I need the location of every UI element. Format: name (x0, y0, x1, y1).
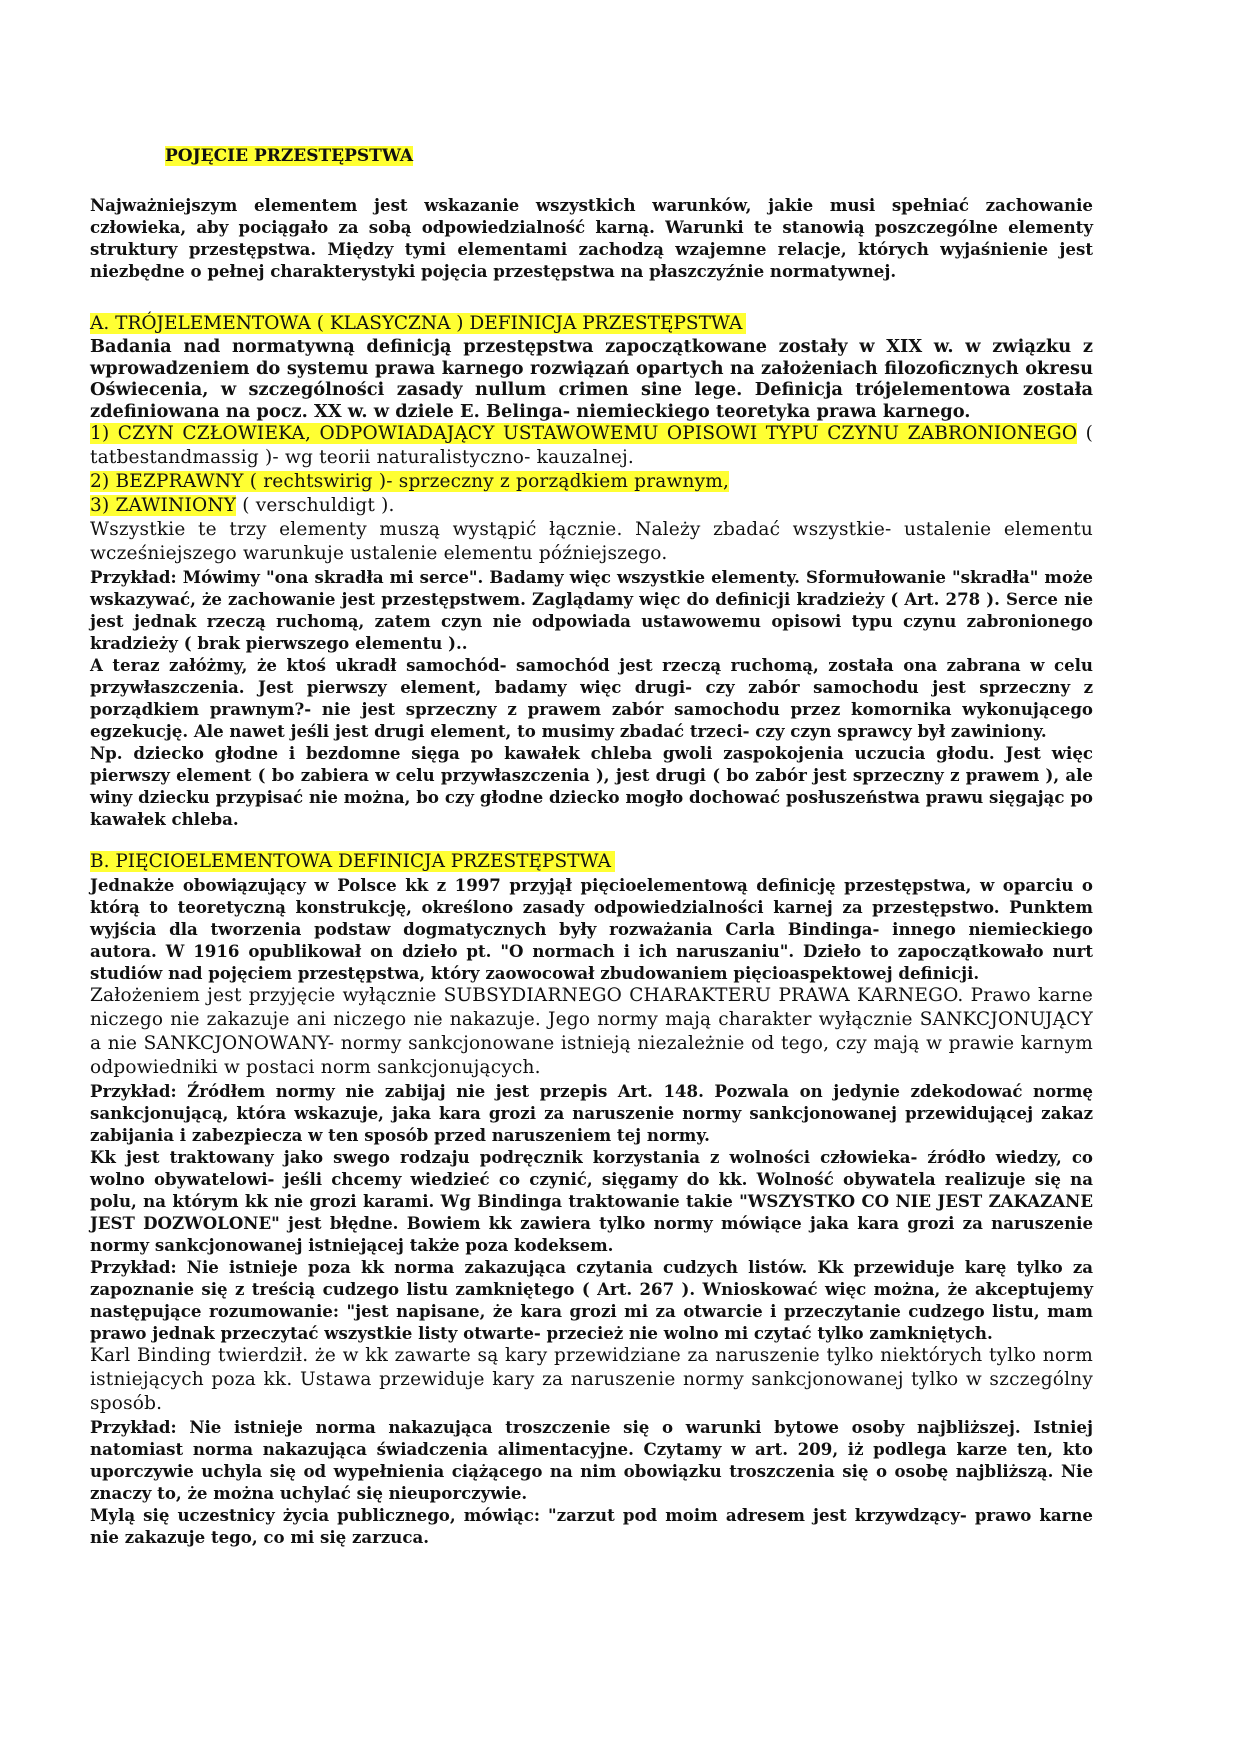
section-a-item-1: 1) CZYN CZŁOWIEKA, ODPOWIADAJĄCY USTAWOWEMU OPISOWI TYPU CZYNU ZABRONIONEGO ( tatbestandmassig )- wg teorii naturalistyczno- kauzalnej. (90, 423, 1094, 468)
section-a-example-2: A teraz załóżmy, że ktoś ukradł samochód- samochód jest rzeczą ruchomą, została ona zabrana w celu przywłaszczenia. Jest pierwszy element, badamy więc drugi- czy zabór samochodu jest sprzeczny z porządkiem prawnym?- nie jest sprzeczny z prawem zabór samochodu przez komornika wykonującego egzekucję. Ale nawet jeśli jest drugi element, to musimy zbadać trzeci- czy czyn sprawcy był zawiniony. (90, 655, 1093, 741)
section-b-paragraph-1: Jednakże obowiązujący w Polsce kk z 1997 przyjął pięcioelementową definicję przestępstwa, w oparciu o którą to teoretyczną konstrukcję, określono zasady odpowiedzialności karnej za przestępstwo. Punktem wyjścia dla tworzenia podstaw dogmatycznych były rozważania Carla Bindinga- innego niemieckiego autora. W 1916 opublikował on dzieło pt. "O normach i ich naruszaniu". Dzieło to zapoczątkowało nurt studiów nad pojęciem przestępstwa, który zaowocował zbudowaniem pięcioaspektowej definicji. (90, 875, 1093, 983)
section-a-item-2: 2) BEZPRAWNY ( rechtswirig )- sprzeczny z porządkiem prawnym, (90, 471, 730, 492)
section-a-paragraph-1: Badania nad normatywną definicją przestępstwa zapoczątkowane zostały w XIX w. w związku z wprowadzeniem do systemu prawa karnego rozwiązań opartych na założeniach filozoficznych okresu Oświecenia, w szczególności zasady nullum crimen sine lege. Definicja trójelementowa została zdefiniowana na pocz. XX w. w dziele E. Belinga- niemieckiego teoretyka prawa karnego. (90, 336, 1093, 422)
section-a-heading: A. TRÓJELEMENTOWA ( KLASYCZNA ) DEFINICJA PRZESTĘPSTWA (90, 312, 1093, 336)
section-b-paragraph-3: Kk jest traktowany jako swego rodzaju podręcznik korzystania z wolności człowieka- źródło wiedzy, co wolno obywatelowi- jeśli chcemy wiedzieć co czynić, sięgamy do kk. Wolność obywatela realizuje się na polu, na którym kk nie grozi karami. Wg Bindinga traktowanie takie "WSZYSTKO CO NIE JEST ZAKAZANE JEST DOZWOLONE" jest błędne. Bowiem kk zawiera tylko normy mówiące jaka kara grozi za naruszenie normy sankcjonowanej istniejącej także poza kodeksem. (90, 1147, 1093, 1255)
page-title: POJĘCIE PRZESTĘPSTWA (165, 146, 414, 166)
document-content (90, 146, 1093, 1548)
section-b-example-3: Przykład: Nie istnieje norma nakazująca troszczenie się o warunki bytowe osoby najbliższej. Istniej natomiast norma nakazująca świadczenia alimentacyjne. Czytamy w art. 209, iż podlega karze ten, kto uporczywie uchyla się od wypełnienia ciążącego na nim obowiązku troszczenia się o osobę najbliższą. Nie znaczy to, że można uchylać się nieuporczywie. (90, 1417, 1093, 1503)
section-b-paragraph-5: Mylą się uczestnicy życia publicznego, mówiąc: "zarzut pod moim adresem jest krzywdzący- prawo karne nie zakazuje tego, co mi się zarzuca. (90, 1505, 1093, 1547)
section-b-heading: B. PIĘCIOELEMENTOWA DEFINICJA PRZESTĘPSTWA (90, 850, 1093, 874)
section-b-paragraph-4: Karl Binding twierdził. że w kk zawarte są kary przewidziane za naruszenie tylko niektórych tylko norm istniejących poza kk. Ustawa przewiduje kary za naruszenie normy sankcjonowanej tylko w szczególny sposób. (90, 1345, 1093, 1414)
section-a-example-1: Przykład: Mówimy "ona skradła mi serce". Badamy więc wszystkie elementy. Sformułowanie "skradła" może wskazywać, że zachowanie jest przestępstwem. Zaglądamy więc do definicji kradzieży ( Art. 278 ). Serce nie jest jednak rzeczą ruchomą, zatem czyn nie odpowiada ustawowemu opisowi typu czynu zabronionego kradzieży ( brak pierwszego elementu ).. (90, 567, 1093, 653)
intro-paragraph: Najważniejszym elementem jest wskazanie wszystkich warunków, jakie musi spełniać zachowanie człowieka, aby pociągało za sobą odpowiedzialność karną. Warunki te stanowią poszczególne elementy struktury przestępstwa. Między tymi elementami zachodzą wzajemne relacje, których wyjaśnienie jest niezbędne o pełnej charakterystyki pojęcia przestępstwa na płaszczyźnie normatywnej. (90, 195, 1093, 281)
section-a-example-3: Np. dziecko głodne i bezdomne sięga po kawałek chleba gwoli zaspokojenia uczucia głodu. Jest więc pierwszy element ( bo zabiera w celu przywłaszczenia ), jest drugi ( bo zabór jest sprzeczny z prawem ), ale winy dziecku przypisać nie można, bo czy głodne dziecko mogło dochować posłuszeństwa prawu sięgając po kawałek chleba. (90, 743, 1093, 829)
section-a-paragraph-2: Wszystkie te trzy elementy muszą wystąpić łącznie. Należy zbadać wszystkie- ustalenie elementu wcześniejszego warunkuje ustalenie elementu późniejszego. (90, 519, 1093, 564)
section-b-paragraph-2: Założeniem jest przyjęcie wyłącznie SUBSYDIARNEGO CHARAKTERU PRAWA KARNEGO. Prawo karne niczego nie zakazuje ani niczego nie nakazuje. Jego normy mają charakter wyłącznie SANKCJONUJĄCY a nie SANKCJONOWANY- normy sankcjonowane istnieją niezależnie od tego, czy mają w prawie karnym odpowiedniki w postaci norm sankcjonujących. (90, 985, 1093, 1078)
section-b-example-2: Przykład: Nie istnieje poza kk norma zakazująca czytania cudzych listów. Kk przewiduje karę tylko za zapoznanie się z treścią cudzego listu zamkniętego ( Art. 267 ). Wnioskować więc można, że akceptujemy następujące rozumowanie: "jest napisane, że kara grozi mi za otwarcie i przeczytanie cudzego listu, mam prawo jednak przeczytać wszystkie listy otwarte- przecież nie wolno mi czytać tylko zamkniętych. (90, 1257, 1093, 1343)
section-b-example-1: Przykład: Źródłem normy nie zabijaj nie jest przepis Art. 148. Pozwala on jedynie zdekodować normę sankcjonującą, która wskazuje, jaka kara grozi za naruszenie normy sankcjonowanej przewidującej zakaz zabijania i zabezpiecza w ten sposób przed naruszeniem tej normy. (90, 1081, 1093, 1145)
section-a-item-3: 3) ZAWINIONY ( verschuldigt ). (90, 495, 395, 516)
